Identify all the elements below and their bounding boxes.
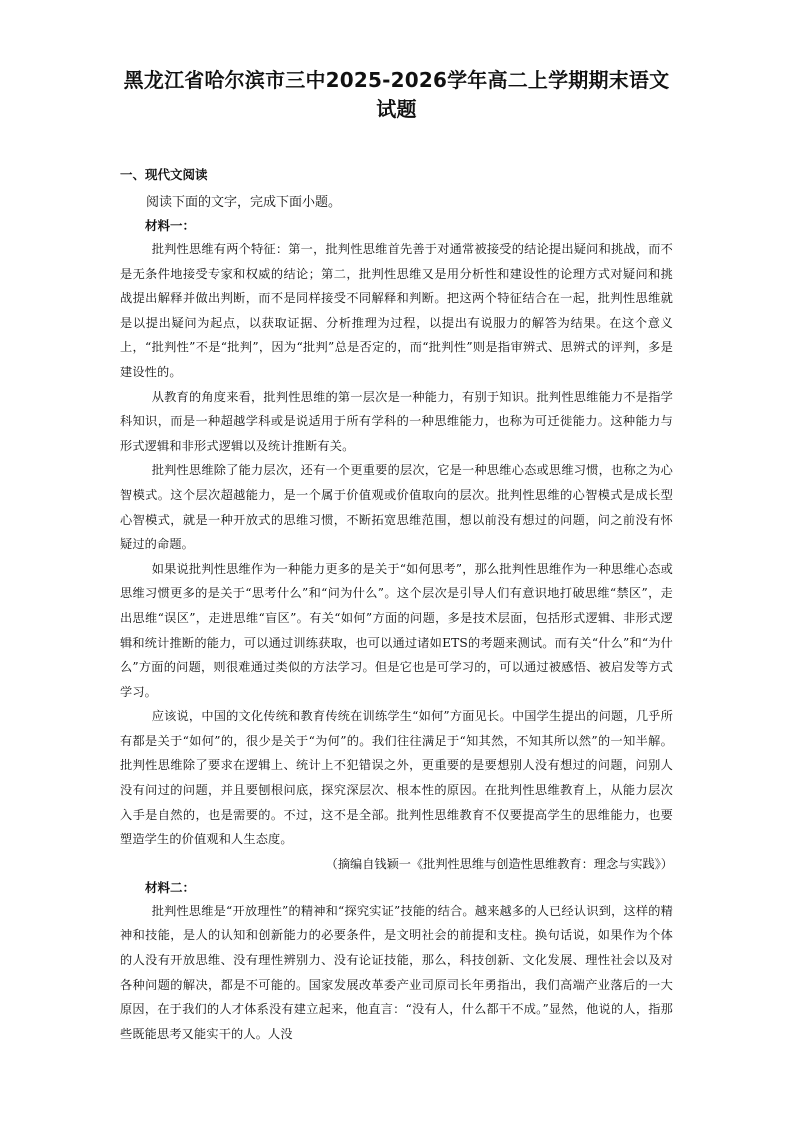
reading-instruction: 阅读下面的文字，完成下面小题。 [146,195,342,210]
material-1-paragraph-2: 从教育的角度来看，批判性思维的第一层次是一种能力，有别于知识。批判性思维能力不是指学科知识，而是一种超越学科或是说适用于所有学科的一种思维能力，也称为可迁徙能力。这种能力与形式逻辑和非形式逻辑以及统计推断有关。 [120,389,673,453]
material-1-paragraph-4: 如果说批判性思维作为一种能力更多的是关于“如何思考”，那么批判性思维作为一种思维心态或思维习惯更多的是关于“思考什么”和“问为什么”。这个层次是引导人们有意识地打破思维“禁区”，走出思维“误区”，走进思维“盲区”。有关“如何”方面的问题，多是技术层面，包括形式逻辑、非形式逻辑和统计推断的能力，可以通过训练获取，也可以通过诸如ETS的考题来测试。而有关“什么”和“为什么”方面的问题，则很难通过类似的方法学习。但是它也是可学习的，可以通过被感悟、被启发等方式学习。 [120,561,673,699]
material-1-label: 材料一： [145,218,196,233]
section-heading: 一、现代文阅读 [120,167,208,182]
document-title: 黑龙江省哈尔滨市三中2025-2026学年高二上学期期末语文试题 [123,68,670,121]
material-2-label: 材料二： [145,879,196,895]
material-1-paragraph-3: 批判性思维除了能力层次，还有一个更重要的层次，它是一种思维心态或思维习惯，也称之为心智模式。这个层次超越能力，是一个属于价值观或价值取向的层次。批判性思维的心智模式是成长型心智模式，就是一种开放式的思维习惯，不断拓宽思维范围，想以前没有想过的问题，问之前没有怀疑过的命题。 [120,463,673,552]
material-1-paragraph-5: 应该说，中国的文化传统和教育传统在训练学生“如何”方面见长。中国学生提出的问题，几乎所有都是关于“如何”的，很少是关于“为何”的。我们往往满足于“知其然，不知其所以然”的一知半解。批判性思维除了要求在逻辑上、统计上不犯错误之外，更重要的是要想别人没有想过的问题，问别人没有问过的问题，并且要刨根问底，探究深层次、根本性的原因。在批判性思维教育上，从能力层次入手是自然的，也是需要的。不过，这不是全部。批判性思维教育不仅要提高学生的思维能力，也要塑造学生的价值观和人生态度。 [120,709,673,847]
material-2-paragraph-1: 批判性思维是“开放理性”的精神和“探究实证”技能的结合。越来越多的人已经认识到，这样的精神和技能，是人的认知和创新能力的必要条件，是文明社会的前提和支柱。换句话说，如果作为个体的人没有开放思维、没有理性辨别力、没有论证技能，那么，科技创新、文化发展、理性社会以及对各种问题的解决，都是不可能的。国家发展改革委产业司原司长年勇指出，我们高端产业落后的一大原因，在于我们的人才体系没有建立起来，他直言：“没有人，什么都干不成。”显然，他说的人，指那些既能思考又能实干的人。人没 [120,903,673,1041]
material-1-paragraph-1: 批判性思维有两个特征：第一，批判性思维首先善于对通常被接受的结论提出疑问和挑战，而不是无条件地接受专家和权威的结论；第二，批判性思维又是用分析性和建设性的论理方式对疑问和挑战提出解释并做出判断，而不是同样接受不同解释和判断。把这两个特征结合在一起，批判性思维就是以提出疑问为起点，以获取证据、分析推理为过程，以提出有说服力的解答为结果。在这个意义上，“批判性”不是“批判”，因为“批判”总是否定的，而“批判性”则是指审辨式、思辨式的评判，多是建设性的。 [120,242,673,379]
material-1-source: （摘编自钱颖一《批判性思维与创造性思维教育：理念与实践》） [325,856,673,871]
